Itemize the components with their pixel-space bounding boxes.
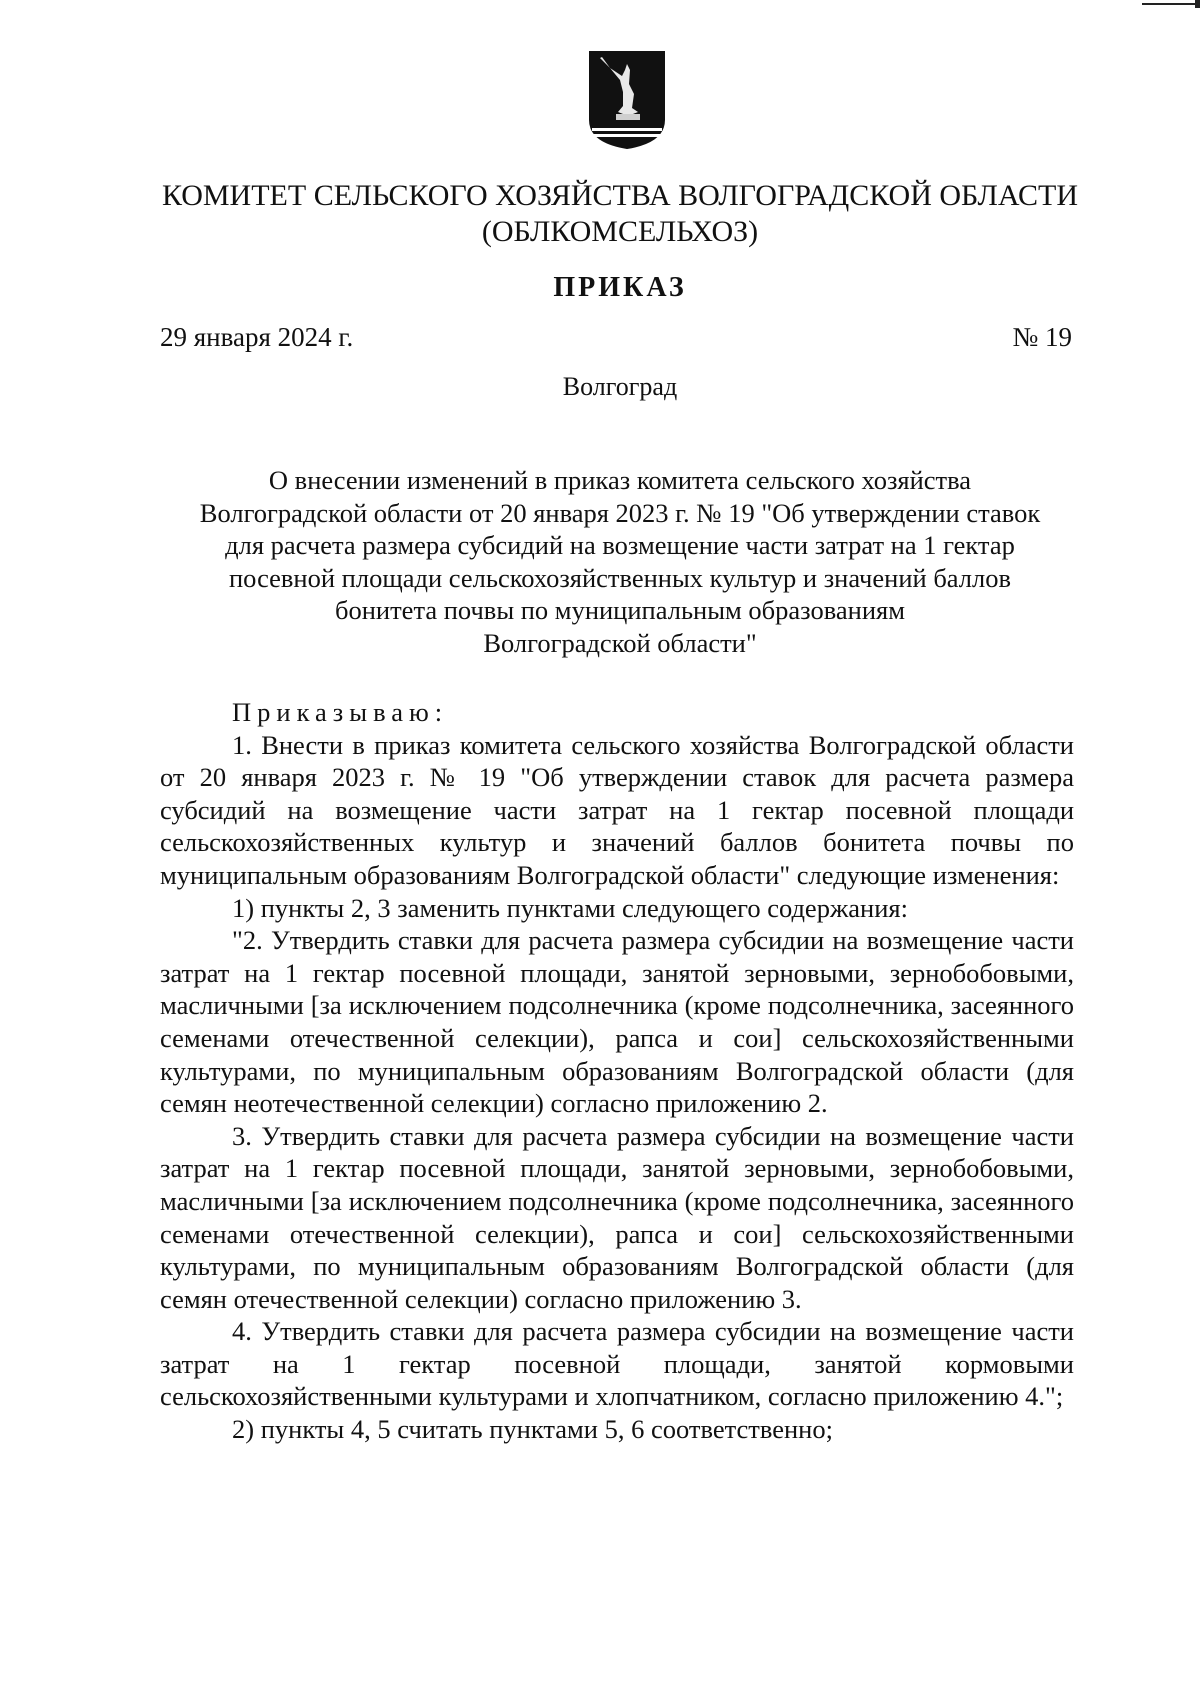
subject-line: Волгоградской области" [483, 627, 757, 658]
subject-line: Волгоградской области от 20 января 2023 г. № 19 "Об утверждении ставок [199, 497, 1041, 528]
subject-line: О внесении изменений в приказ комитета сельского хозяйства [268, 465, 972, 495]
subject-line: посевной площади сельскохозяйственных культур и значений баллов [228, 562, 1012, 593]
volgograd-coat-of-arms-icon [588, 50, 666, 150]
order-number: № 19 [1012, 322, 1072, 352]
body-paragraph: 1) пункты 2, 3 заменить пунктами следующего содержания: [232, 892, 908, 923]
scan-corner-bar [1142, 3, 1200, 5]
body-paragraph: 3. Утвердить ставки для расчета размера субсидии на возмещение части затрат на 1 гектар посевной площади, занятой зерновыми, зернобобовыми, масличными [за исключением подсолнечника (кроме подсолнечника, засеянного семенами отечественной селекции), рапса и сои] сельскохозяйственными культурами, по муниципальным образованиям Волгоградской области (для семян отечественной селекции) согласно приложению 3. [160, 1120, 1074, 1314]
order-date: 29 января 2024 г. [160, 322, 354, 352]
subject-line: бонитета почвы по муниципальным образованиям [335, 595, 905, 625]
body-paragraph: 1. Внести в приказ комитета сельского хозяйства Волгоградской области от 20 января 2023 г. № 19 "Об утверждении ставок для расчета размера субсидий на возмещение части затрат на 1 гектар посевной площади сельскохозяйственных культур и значений баллов бонитета почвы по муниципальным образованиям Волгоградской области" следующие изменения: [160, 729, 1074, 890]
subject-line: для расчета размера субсидий на возмещение части затрат на 1 гектар [225, 530, 1015, 560]
order-title: ПРИКАЗ [553, 272, 687, 303]
emblem-svg [588, 50, 666, 150]
body-paragraph: 2) пункты 4, 5 считать пунктами 5, 6 соответственно; [232, 1414, 833, 1445]
scan-corner-mark [1136, 0, 1200, 8]
order-body [160, 696, 1074, 1446]
order-city: Волгоград [562, 372, 678, 401]
committee-name-line1: КОМИТЕТ СЕЛЬСКОГО ХОЗЯЙСТВА ВОЛГОГРАДСКОЙ ОБЛАСТИ [161, 179, 1079, 212]
body-paragraph: 4. Утвердить ставки для расчета размера субсидии на возмещение части затрат на 1 гектар посевной площади, занятой кормовыми сельскохозяйственными культурами и хлопчатником, согласно приложению 4."; [160, 1316, 1074, 1412]
order-directive-word: Приказываю: [232, 697, 449, 727]
body-paragraph: "2. Утвердить ставки для расчета размера субсидии на возмещение части затрат на 1 гектар посевной площади, занятой зерновыми, зернобобовыми, масличными [за исключением подсолнечника (кроме подсолнечника, засеянного семенами отечественной селекции), рапса и сои] сельскохозяйственными культурами, по муниципальным образованиям Волгоградской области (для семян неотечественной селекции) согласно приложению 2. [160, 925, 1074, 1119]
committee-name [140, 178, 1100, 250]
committee-name-line2: (ОБЛКОМСЕЛЬХОЗ) [481, 215, 759, 248]
order-subject [140, 464, 1100, 659]
scan-corner-tick [1195, 0, 1200, 8]
